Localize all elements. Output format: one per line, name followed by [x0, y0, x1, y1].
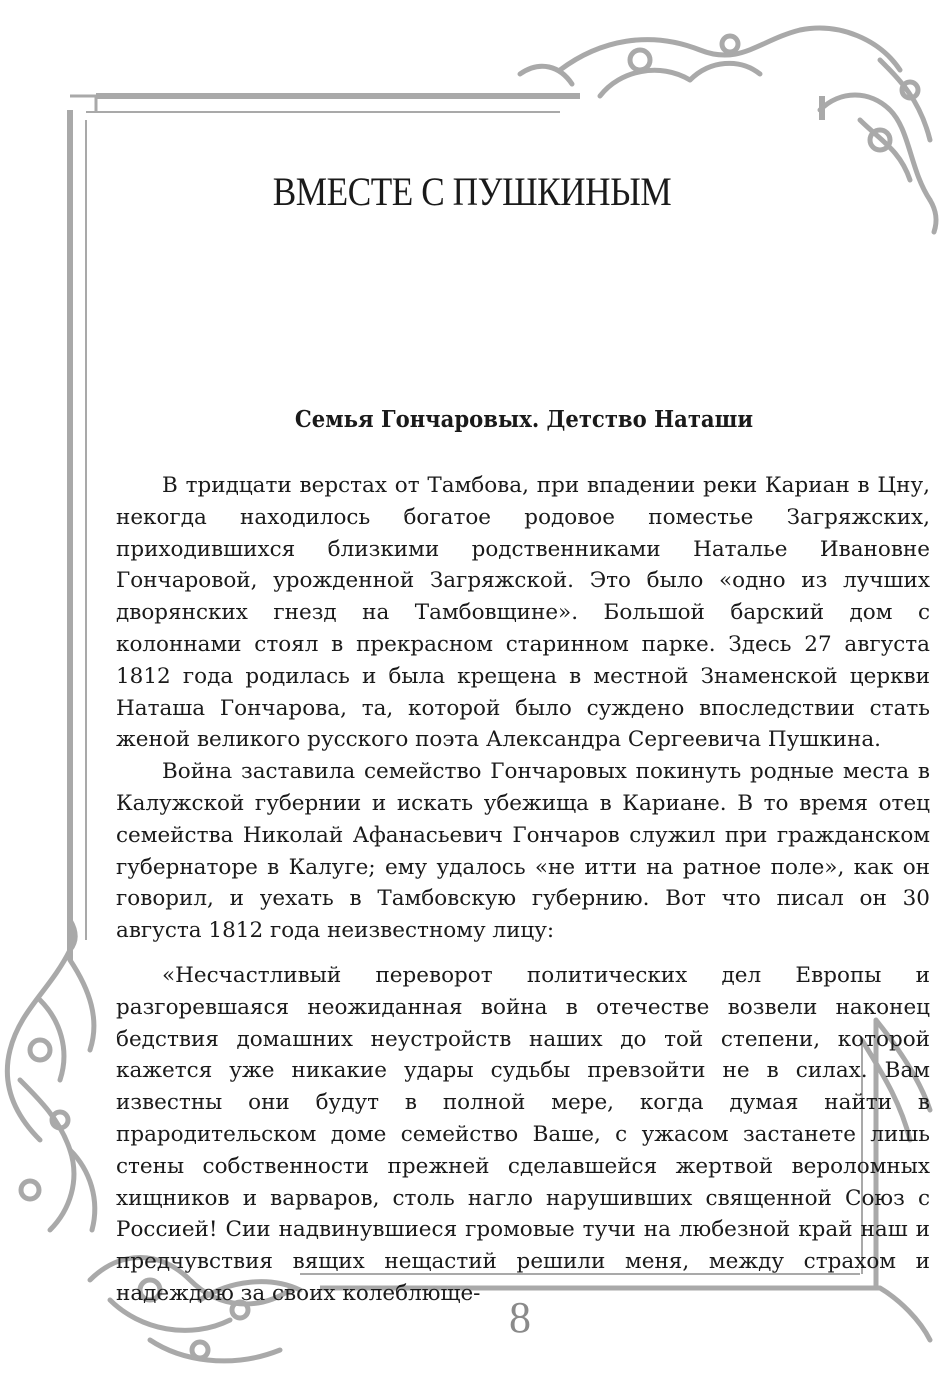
section-heading: Семья Гончаровых. Детство Наташи	[294, 406, 754, 433]
chapter-title: ВМЕСТЕ С ПУШКИНЫМ	[272, 169, 672, 214]
quote-paragraph: «Несчастливый переворот политических дел Европы и разгоревшаяся неожиданная война в отечестве возвели наконец бедствия домашних неустройств наших до той степени, которой кажется уже никакие удары судьбы превзойти не в силах. Вам известны они будут в полной мере, когда думая найти в прародительском доме семейство Ваше, с ужасом застанете лишь стены собственности прежней сделавшейся жертвой вероломных хищников и варваров, столь нагло нарушивших священной Союз с Россией! Сии надвинувшиеся громовые тучи на любезной край наш и предчувствия вящих нещастий решили меня, между страхом и надеждою за своих колеблюще-	[116, 963, 930, 1306]
side-ornament-left	[7, 920, 94, 1230]
letter-quote	[116, 960, 930, 1310]
page-number: 8	[509, 1293, 531, 1342]
body-text-main	[116, 470, 930, 947]
paragraph-2: Война заставила семейство Гончаровых покинуть родные места в Калужской губернии и искать убежища в Кариане. В то время отец семейства Николай Афанасьевич Гончаров служил при гражданском губернаторе в Калуге; ему удалось «не итти на ратное поле», как он говорил, и уехать в Тамбовскую губернию. Вот что писал он 30 августа 1812 года неизвестному лицу:	[116, 759, 930, 944]
paragraph-1: В тридцати верстах от Тамбова, при впадении реки Кариан в Цну, некогда находилось богатое родовое поместье Загряжских, приходившихся близкими родственниками Наталье Ивановне Гончаровой, урожденной Загряжской. Это было «одно из лучших дворянских гнезд на Тамбовщине». Большой барский дом с колоннами стоял в прекрасном старинном парке. Здесь 27 августа 1812 года родилась и была крещена в местной Знаменской церкви Наташа Гончарова, та, которой было суждено впоследствии стать женой великого русского поэта Александра Сергеевича Пушкина.	[116, 473, 930, 753]
